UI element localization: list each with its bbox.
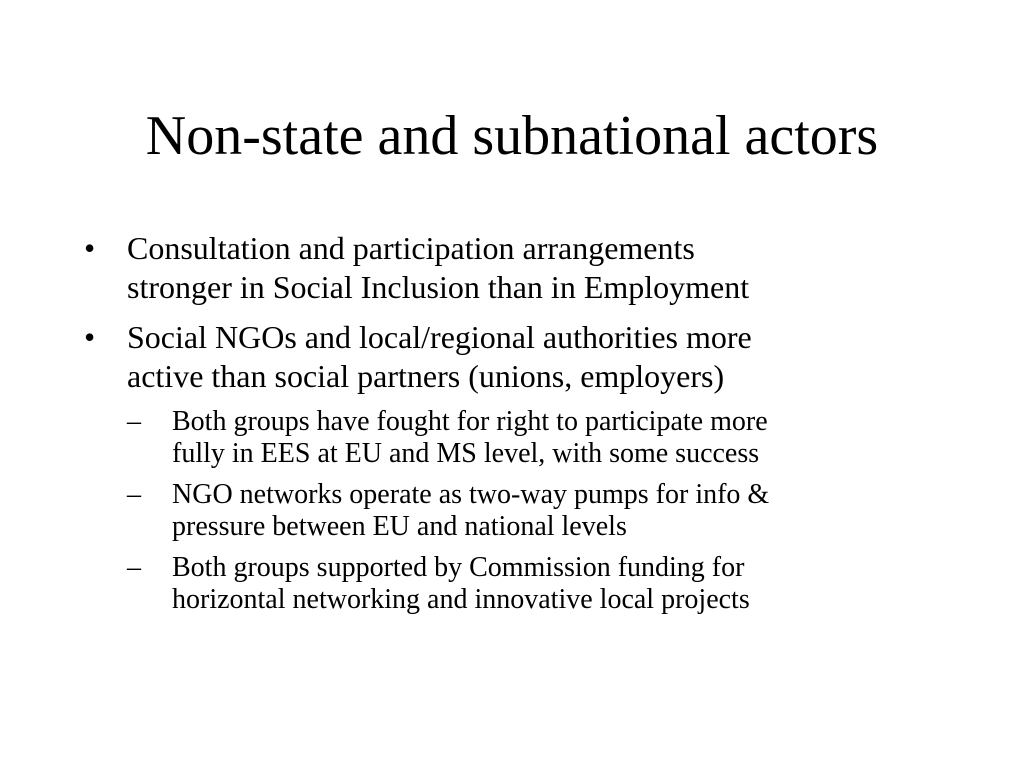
slide-title: Non-state and subnational actors <box>145 105 879 167</box>
bullet-list <box>84 229 964 627</box>
bullet-marker: • <box>84 230 96 266</box>
sub-bullet-line: fully in EES at EU and MS level, with some success <box>172 438 760 469</box>
sub-bullet-line: NGO networks operate as two-way pumps for info & <box>172 479 770 510</box>
sub-bullet-line: pressure between EU and national levels <box>172 511 627 542</box>
bullet-item <box>84 318 964 616</box>
bullet-line: stronger in Social Inclusion than in Employment <box>127 269 750 305</box>
bullet-marker: • <box>84 319 96 355</box>
dash-marker: – <box>127 479 141 510</box>
bullet-item <box>84 229 964 307</box>
bullet-line: Consultation and participation arrangements <box>127 230 695 266</box>
sub-bullet-line: Both groups have fought for right to participate more <box>172 406 768 437</box>
sub-bullet-list <box>127 406 964 616</box>
bullet-line: Social NGOs and local/regional authorities more <box>127 319 752 355</box>
sub-bullet-line: horizontal networking and innovative local projects <box>172 584 750 615</box>
dash-marker: – <box>127 552 141 583</box>
dash-marker: – <box>127 406 141 437</box>
sub-bullet-item <box>127 552 964 616</box>
sub-bullet-line: Both groups supported by Commission funding for <box>172 552 745 583</box>
sub-bullet-item <box>127 479 964 543</box>
sub-bullet-item <box>127 406 964 470</box>
bullet-line: active than social partners (unions, employers) <box>127 358 725 394</box>
